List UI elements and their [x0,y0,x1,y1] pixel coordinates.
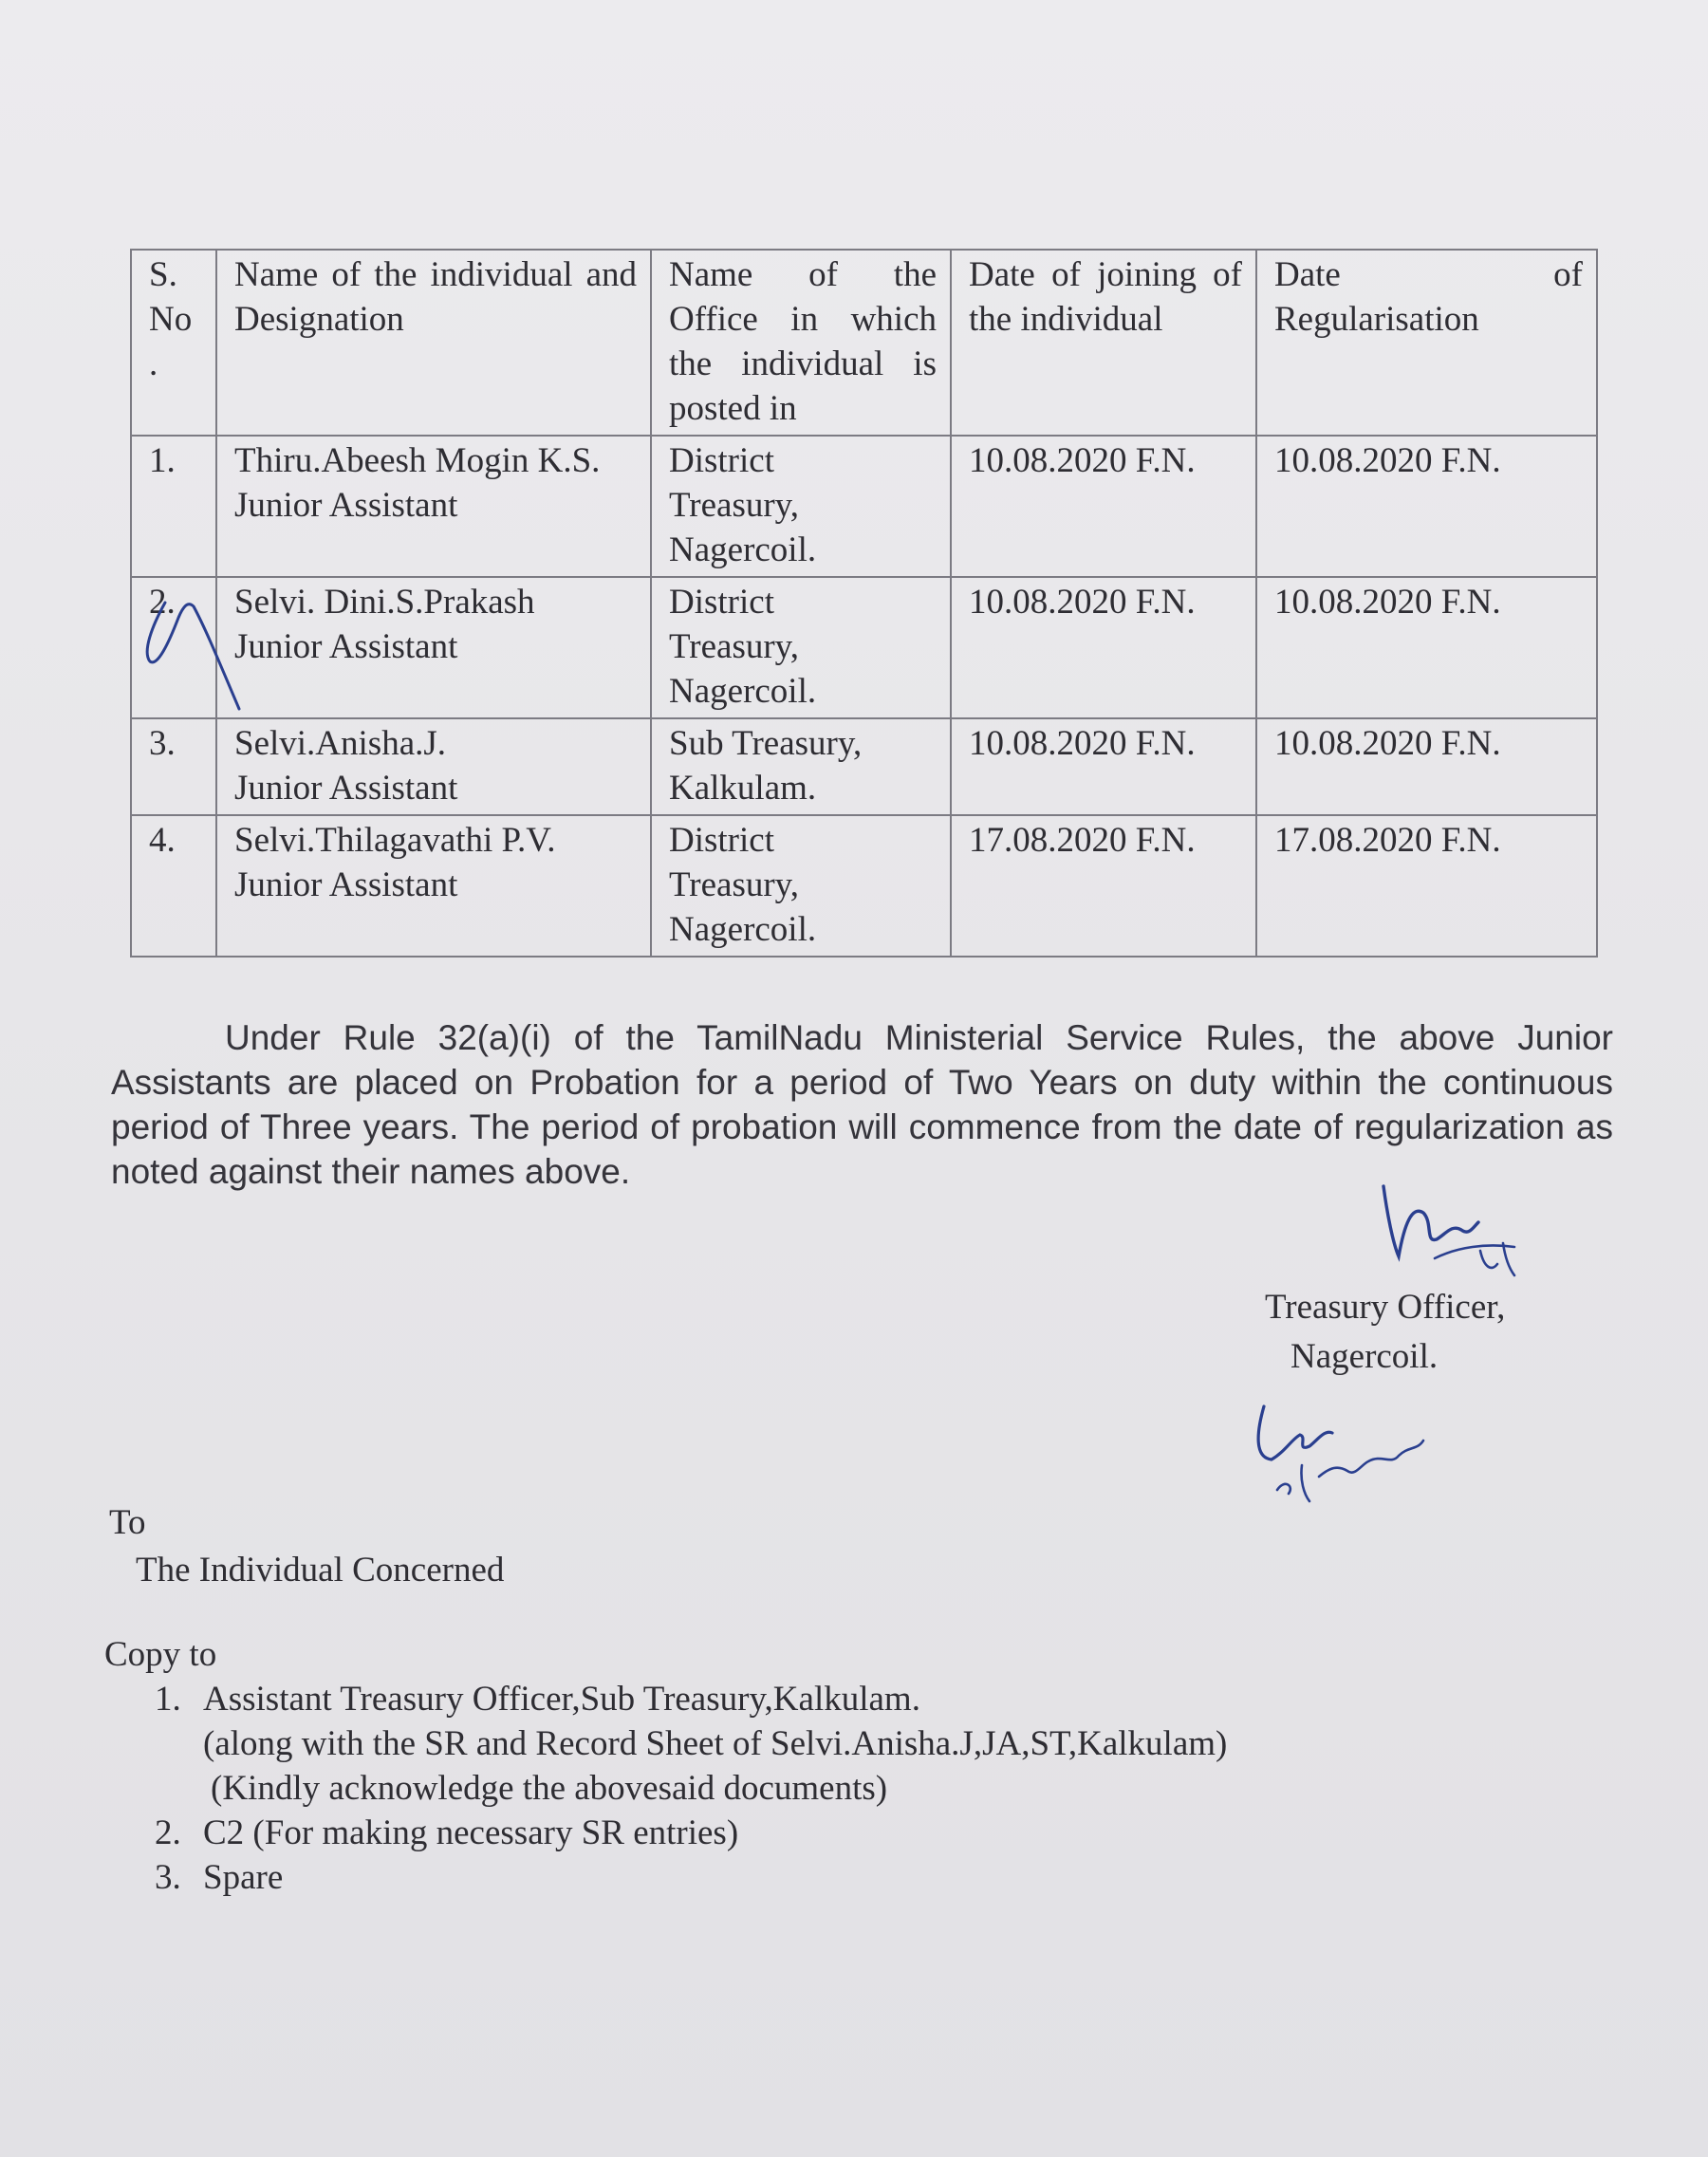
regularisation-table [130,249,1598,958]
row-name-cell [216,718,651,815]
row-joining: 10.08.2020 F.N. [951,436,1256,577]
table-row [131,718,1597,815]
handwritten-check-mark [140,574,245,716]
row-office-line: Nagercoil. [669,672,817,711]
list-item [190,1855,1227,1900]
row-office-line: District [669,821,774,860]
row-office-line: District [669,583,774,622]
row-name: Selvi.Anisha.J. [234,724,447,763]
addressee-block [109,1499,504,1594]
row-designation: Junior Assistant [234,627,458,666]
table-row [131,815,1597,957]
row-office-cell [651,718,951,815]
table-row [131,577,1597,718]
row-office-line: Nagercoil. [669,530,817,569]
header-sno: S. No . [131,250,216,436]
table-header-row [131,250,1597,436]
row-name-cell [216,815,651,957]
header-office: Name of the Office in which the individual is posted in [651,250,951,436]
header-regularisation: Date of Regularisation [1256,250,1597,436]
row-name-cell [216,436,651,577]
signatory-title: Treasury Officer, [1265,1288,1506,1327]
row-office-line: Sub Treasury, [669,724,863,763]
row-office-line: Nagercoil. [669,910,817,949]
row-joining: 17.08.2020 F.N. [951,815,1256,957]
copy-item-line: (along with the SR and Record Sheet of Selvi.Anisha.J,JA,ST,Kalkulam) [203,1724,1228,1763]
copy-item-line: C2 (For making necessary SR entries) [203,1813,739,1852]
signatory-place: Nagercoil. [1290,1337,1439,1376]
row-regularisation: 10.08.2020 F.N. [1256,436,1597,577]
row-regularisation: 10.08.2020 F.N. [1256,718,1597,815]
list-item [190,1677,1227,1811]
probation-paragraph: Under Rule 32(a)(i) of the TamilNadu Ministerial Service Rules, the above Junior Assistants are placed on Probation for a period of Two Years on duty within the continuous period of Three years. The period of probation will commence from the date of regularization as noted against their names above. [111,1018,1613,1191]
row-name: Selvi. Dini.S.Prakash [234,583,535,622]
row-designation: Junior Assistant [234,486,458,525]
row-office-line: District [669,441,774,480]
officer-signature [1366,1177,1528,1281]
row-office-cell [651,815,951,957]
copy-to-block [104,1632,1227,1900]
copy-item-line: Spare [203,1858,284,1897]
row-designation: Junior Assistant [234,769,458,808]
row-office-cell [651,436,951,577]
row-office-line: Treasury, [669,486,800,525]
initials-and-date-scribble [1243,1395,1433,1509]
row-office-line: Treasury, [669,627,800,666]
row-office-cell [651,577,951,718]
list-item [190,1811,1227,1855]
row-regularisation: 17.08.2020 F.N. [1256,815,1597,957]
row-joining: 10.08.2020 F.N. [951,577,1256,718]
copy-to-list [104,1677,1227,1900]
row-office-line: Kalkulam. [669,769,817,808]
row-designation: Junior Assistant [234,865,458,904]
row-joining: 10.08.2020 F.N. [951,718,1256,815]
header-name: Name of the individual and Designation [216,250,651,436]
copy-item-line: 1. Assistant Treasury Officer,Sub Treasury,Kalkulam. [203,1680,920,1719]
row-sno: 2. [131,577,216,718]
copy-item-line: (Kindly acknowledge the abovesaid documents) [211,1769,888,1808]
table-row [131,436,1597,577]
to-recipient: The Individual Concerned [136,1551,505,1590]
row-name: Selvi.Thilagavathi P.V. [234,821,556,860]
header-joining: Date of joining of the individual [951,250,1256,436]
to-label: To [109,1503,146,1542]
row-regularisation: 10.08.2020 F.N. [1256,577,1597,718]
row-sno: 4. [131,815,216,957]
row-name: Thiru.Abeesh Mogin K.S. [234,441,601,480]
row-office-line: Treasury, [669,865,800,904]
row-name-cell [216,577,651,718]
copy-to-label: Copy to [104,1635,217,1674]
row-sno: 1. [131,436,216,577]
row-sno: 3. [131,718,216,815]
